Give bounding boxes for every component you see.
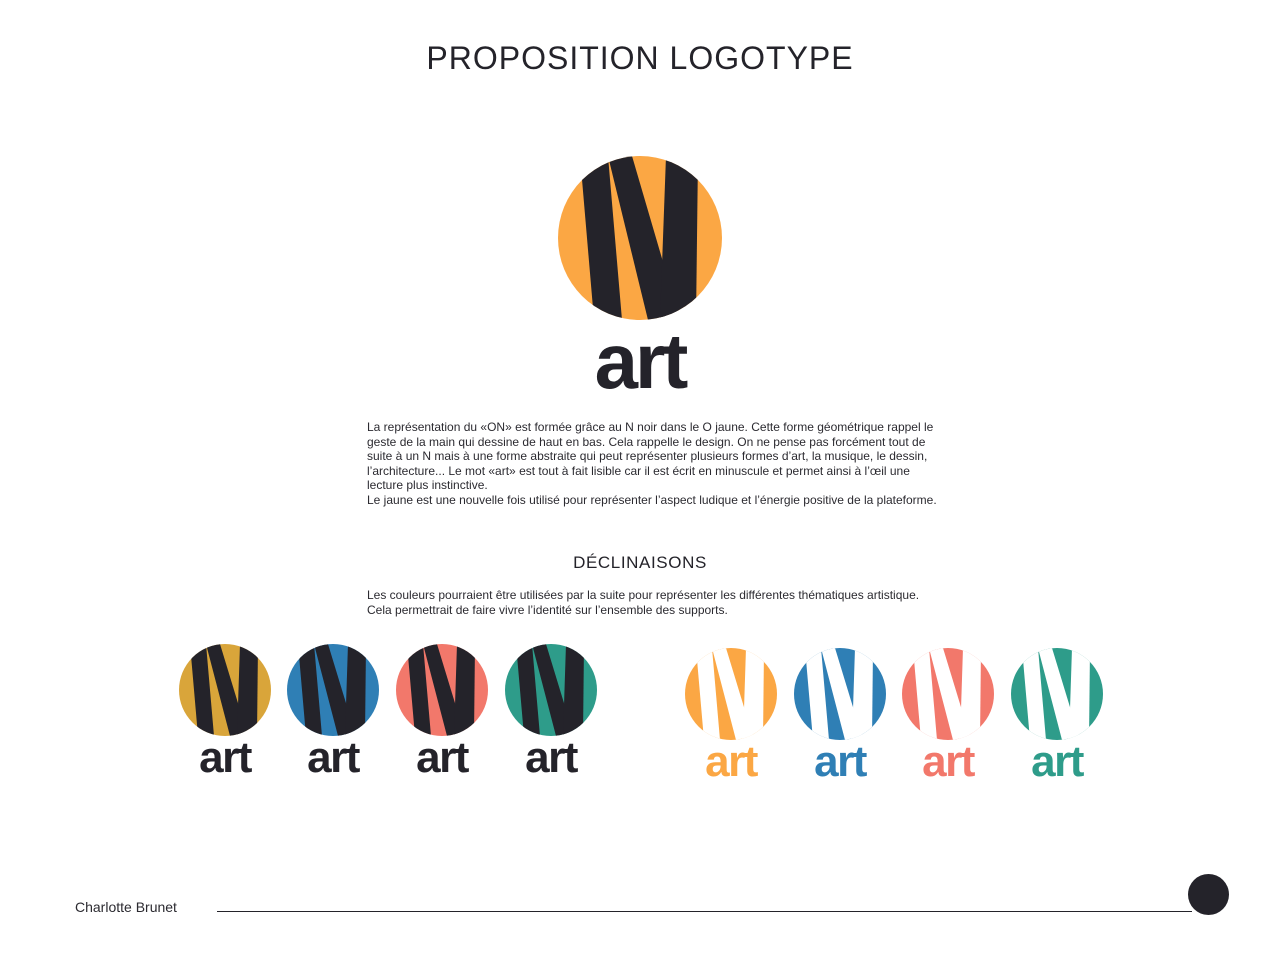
logo-word: art (594, 317, 686, 396)
variant-n-stroke-right (852, 648, 873, 740)
page-marker-dot (1188, 874, 1229, 915)
intro-paragraph: La représentation du «ON» est formée grâce au N noir dans le O jaune. Cette forme géométrique rappel le geste de la main qui dessine de haut en bas. Cela rappelle le design. On ne pense pas forcément tout de suite à un N mais à une forme abstraite qui peut représenter plusieurs formes d’art, la musique, le dessin, l’architecture... Le mot «art» est tout à fait lisible car il est écrit en minuscule et permet ainsi à l’œil une lecture plus instinctive. (367, 420, 934, 492)
author-name: Charlotte Brunet (75, 899, 177, 915)
intro-text (367, 420, 942, 507)
logo-variant-light (683, 648, 779, 784)
variant-word: art (416, 733, 468, 780)
variant-word: art (705, 737, 757, 784)
variant-word: art (199, 733, 251, 780)
variant-word: art (525, 733, 577, 780)
intro-paragraph: Le jaune est une nouvelle fois utilisé pour représenter l’aspect ludique et l’énergie positive de la plateforme. (367, 492, 937, 507)
variant-word: art (1031, 737, 1083, 784)
variant-word: art (307, 733, 359, 780)
main-logo (556, 156, 724, 396)
page-title: PROPOSITION LOGOTYPE (426, 40, 854, 76)
variant-n-stroke-right (345, 644, 366, 736)
variant-n-stroke-right (563, 644, 584, 736)
logo-variant-light (900, 648, 996, 784)
logo-n-stroke-right (660, 156, 698, 320)
variant-n-stroke-right (1069, 648, 1090, 740)
logo-variant-dark (285, 644, 381, 780)
variant-word: art (814, 737, 866, 784)
variant-n-stroke-right (454, 644, 475, 736)
declinaisons-text: Les couleurs pourraient être utilisées par la suite pour représenter les différentes thématiques artistique. Cela permettrait de faire vivre l’identité sur l’ensemble des supports. (367, 588, 920, 617)
variant-n-stroke-right (960, 648, 981, 740)
logo-variant-light (1009, 648, 1105, 784)
logo-variant-dark (177, 644, 273, 780)
logo-variant-light (792, 648, 888, 784)
variant-word: art (922, 737, 974, 784)
variant-n-stroke-right (743, 648, 764, 740)
declinaisons-heading: DÉCLINAISONS (573, 553, 707, 572)
variant-n-stroke-right (237, 644, 258, 736)
logo-variant-dark (503, 644, 599, 780)
footer-divider (217, 911, 1192, 912)
logo-variant-dark (394, 644, 490, 780)
